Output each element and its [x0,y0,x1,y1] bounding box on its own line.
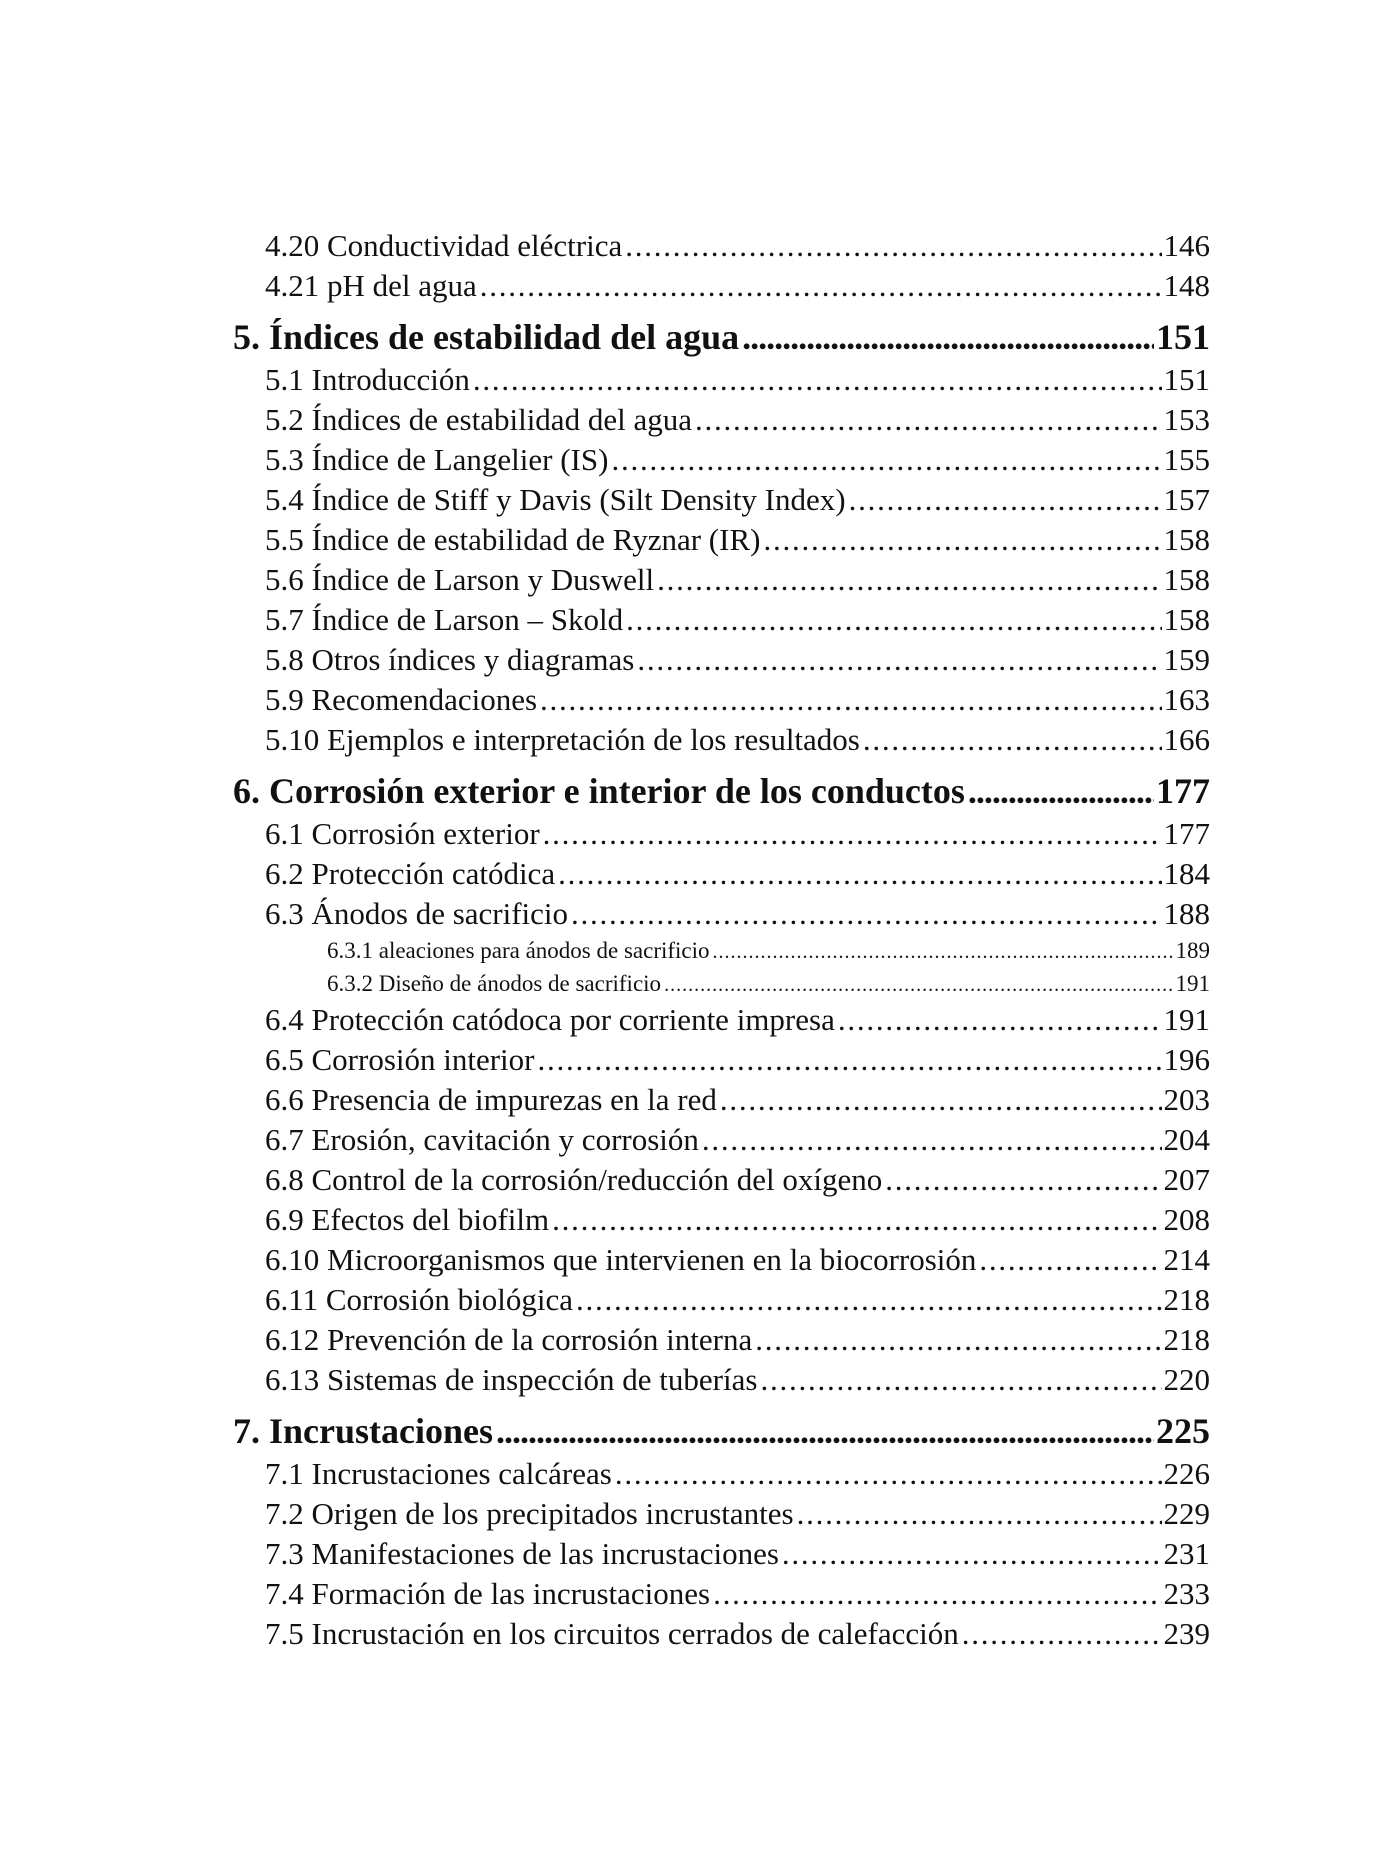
dot-leader [558,854,1161,894]
toc-entry-page: 218 [1163,1282,1210,1317]
dot-leader [473,360,1162,400]
toc-entry-page: 196 [1163,1042,1210,1077]
toc-chapter-page: 225 [1156,1411,1210,1451]
toc-subentry-label: 6.3.1 aleaciones para ánodos de sacrificio [327,938,710,963]
toc-subentry-6-3-2[interactable] [233,967,1210,1000]
table-of-contents [233,226,1210,1654]
toc-entry-page: 188 [1163,896,1210,931]
toc-entry-5-9[interactable] [233,680,1210,720]
toc-subentry-label: 6.3.2 Diseño de ánodos de sacrificio [327,971,662,996]
toc-entry-5-7[interactable] [233,600,1210,640]
toc-entry-6-7[interactable] [233,1120,1210,1160]
toc-entry-label: 5.6 Índice de Larson y Duswell [265,562,655,597]
dot-leader [713,934,1174,969]
toc-entry-6-6[interactable] [233,1080,1210,1120]
toc-entry-page: 151 [1163,362,1210,397]
toc-entry-page: 208 [1163,1202,1210,1237]
toc-entry-5-3[interactable] [233,440,1210,480]
dot-leader [571,894,1161,934]
toc-entry-page: 158 [1163,602,1210,637]
dot-leader [538,1040,1162,1080]
toc-entry-label: 6.3 Ánodos de sacrificio [265,896,569,931]
dot-leader [742,314,1154,360]
toc-entry-page: 148 [1163,268,1210,303]
toc-entry-page: 157 [1163,482,1210,517]
dot-leader [615,1454,1162,1494]
toc-entry-page: 184 [1163,856,1210,891]
dot-leader [540,680,1161,720]
toc-entry-label: 5.8 Otros índices y diagramas [265,642,635,677]
dot-leader [637,640,1161,680]
toc-entry-label: 5.1 Introducción [265,362,470,397]
toc-entry-label: 6.2 Protección catódica [265,856,556,891]
dot-leader [496,1408,1154,1454]
toc-entry-7-1[interactable] [233,1454,1210,1494]
dot-leader [552,1200,1161,1240]
dot-leader [755,1320,1161,1360]
toc-subentry-page: 191 [1175,971,1210,996]
toc-chapter-5[interactable] [233,314,1210,360]
dot-leader [782,1534,1162,1574]
toc-entry-6-8[interactable] [233,1160,1210,1200]
dot-leader [979,1240,1161,1280]
toc-entry-label: 7.3 Manifestaciones de las incrustaciones [265,1536,779,1571]
toc-entry-label: 4.20 Conductividad eléctrica [265,228,623,263]
toc-entry-page: 207 [1163,1162,1210,1197]
toc-entry-label: 6.1 Corrosión exterior [265,816,540,851]
toc-entry-page: 229 [1163,1496,1210,1531]
toc-entry-label: 6.12 Prevención de la corrosión interna [265,1322,753,1357]
toc-entry-6-13[interactable] [233,1360,1210,1400]
toc-entry-page: 231 [1163,1536,1210,1571]
toc-entry-page: 158 [1163,562,1210,597]
dot-leader [838,1000,1162,1040]
dot-leader [962,1614,1162,1654]
dot-leader [576,1280,1162,1320]
toc-entry-label: 7.4 Formación de las incrustaciones [265,1576,711,1611]
toc-entry-page: 158 [1163,522,1210,557]
toc-entry-5-5[interactable] [233,520,1210,560]
toc-entry-5-2[interactable] [233,400,1210,440]
toc-entry-page: 155 [1163,442,1210,477]
toc-subentry-page: 189 [1175,938,1210,963]
toc-entry-label: 5.2 Índices de estabilidad del agua [265,402,692,437]
toc-entry-6-2[interactable] [233,854,1210,894]
toc-entry-label: 5.10 Ejemplos e interpretación de los resultados [265,722,860,757]
toc-entry-6-11[interactable] [233,1280,1210,1320]
toc-chapter-label: 5. Índices de estabilidad del agua [233,317,740,357]
toc-entry-label: 5.5 Índice de estabilidad de Ryznar (IR) [265,522,761,557]
toc-chapter-page: 151 [1156,317,1210,357]
toc-chapter-6[interactable] [233,768,1210,814]
dot-leader [713,1574,1161,1614]
toc-entry-page: 226 [1163,1456,1210,1491]
toc-entry-page: 204 [1163,1122,1210,1157]
toc-entry-7-3[interactable] [233,1534,1210,1574]
toc-entry-page: 233 [1163,1576,1210,1611]
toc-entry-label: 6.8 Control de la corrosión/reducción del oxígeno [265,1162,883,1197]
toc-entry-page: 163 [1163,682,1210,717]
dot-leader [664,967,1173,1002]
toc-entry-7-5[interactable] [233,1614,1210,1654]
toc-entry-label: 6.7 Erosión, cavitación y corrosión [265,1122,699,1157]
toc-chapter-page: 177 [1156,771,1210,811]
toc-entry-6-12[interactable] [233,1320,1210,1360]
toc-entry-label: 6.13 Sistemas de inspección de tuberías [265,1362,758,1397]
toc-entry-page: 146 [1163,228,1210,263]
toc-entry-6-5[interactable] [233,1040,1210,1080]
toc-chapter-label: 6. Corrosión exterior e interior de los conductos [233,771,965,811]
dot-leader [543,814,1162,854]
toc-entry-5-6[interactable] [233,560,1210,600]
toc-entry-5-1[interactable] [233,360,1210,400]
toc-entry-6-4[interactable] [233,1000,1210,1040]
toc-entry-6-1[interactable] [233,814,1210,854]
toc-entry-page: 220 [1163,1362,1210,1397]
toc-entry-page: 218 [1163,1322,1210,1357]
toc-entry-label: 5.3 Índice de Langelier (IS) [265,442,609,477]
toc-entry-label: 5.7 Índice de Larson – Skold [265,602,624,637]
dot-leader [760,1360,1161,1400]
dot-leader [657,560,1161,600]
dot-leader [797,1494,1162,1534]
toc-entry-label: 5.9 Recomendaciones [265,682,538,717]
toc-entry-label: 7.2 Origen de los precipitados incrustantes [265,1496,794,1531]
toc-entry-4-21[interactable] [233,266,1210,306]
dot-leader [611,440,1161,480]
toc-entry-label: 4.21 pH del agua [265,268,477,303]
dot-leader [625,226,1161,266]
dot-leader [968,768,1154,814]
toc-entry-label: 7.5 Incrustación en los circuitos cerrados de calefacción [265,1616,959,1651]
toc-entry-page: 214 [1163,1242,1210,1277]
dot-leader [885,1160,1161,1200]
toc-entry-label: 6.10 Microorganismos que intervienen en la biocorrosión [265,1242,977,1277]
toc-chapter-7[interactable] [233,1408,1210,1454]
toc-entry-label: 5.4 Índice de Stiff y Davis (Silt Density Index) [265,482,846,517]
toc-entry-label: 6.11 Corrosión biológica [265,1282,573,1317]
toc-entry-4-20[interactable] [233,226,1210,266]
toc-entry-label: 6.9 Efectos del biofilm [265,1202,550,1237]
toc-entry-page: 203 [1163,1082,1210,1117]
toc-entry-6-10[interactable] [233,1240,1210,1280]
dot-leader [695,400,1162,440]
dot-leader [720,1080,1162,1120]
toc-entry-7-4[interactable] [233,1574,1210,1614]
toc-entry-label: 6.6 Presencia de impurezas en la red [265,1082,717,1117]
toc-entry-page: 166 [1163,722,1210,757]
dot-leader [849,480,1162,520]
toc-entry-6-3[interactable] [233,894,1210,934]
toc-subentry-6-3-1[interactable] [233,934,1210,967]
dot-leader [702,1120,1162,1160]
dot-leader [480,266,1162,306]
toc-entry-label: 6.5 Corrosión interior [265,1042,535,1077]
dot-leader [863,720,1162,760]
toc-entry-label: 7.1 Incrustaciones calcáreas [265,1456,612,1491]
toc-entry-6-9[interactable] [233,1200,1210,1240]
toc-entry-7-2[interactable] [233,1494,1210,1534]
toc-entry-5-10[interactable] [233,720,1210,760]
toc-entry-page: 159 [1163,642,1210,677]
toc-entry-page: 177 [1163,816,1210,851]
toc-entry-5-4[interactable] [233,480,1210,520]
toc-entry-page: 153 [1163,402,1210,437]
dot-leader [763,520,1161,560]
toc-entry-page: 239 [1163,1616,1210,1651]
toc-entry-5-8[interactable] [233,640,1210,680]
toc-entry-label: 6.4 Protección catódoca por corriente impresa [265,1002,835,1037]
toc-chapter-label: 7. Incrustaciones [233,1411,493,1451]
toc-entry-page: 191 [1163,1002,1210,1037]
dot-leader [626,600,1161,640]
